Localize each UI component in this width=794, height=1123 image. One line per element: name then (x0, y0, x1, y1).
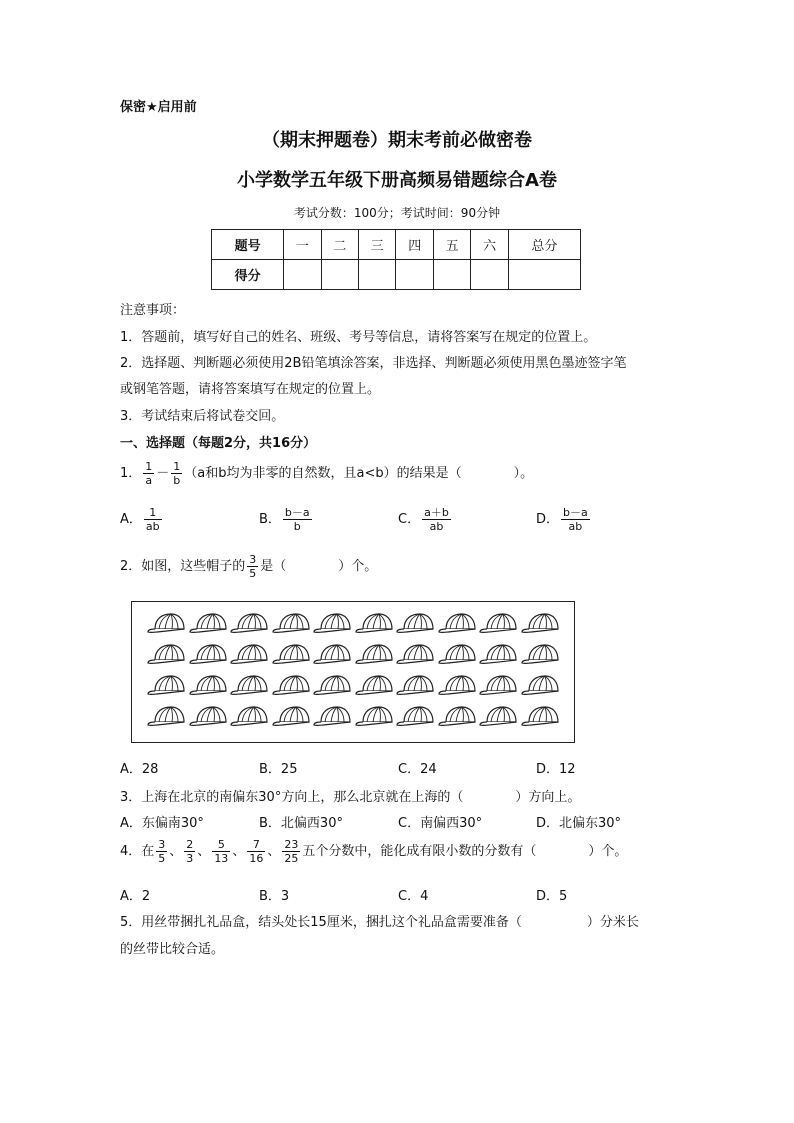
cap-icon (520, 642, 560, 670)
denominator: 16 (249, 852, 264, 865)
cap-icon (146, 642, 186, 670)
denominator: 3 (186, 852, 194, 865)
score-cell: 一 (284, 230, 321, 260)
denominator: b (173, 474, 181, 487)
exam-info: 考试分数：100分；考试时间：90分钟 (293, 206, 501, 220)
numerator: b－a (563, 506, 588, 519)
option-label: A． (120, 512, 142, 527)
question-5-line2: 的丝带比较合适。 (120, 942, 225, 957)
option-a[interactable]: A．东偏南30° (120, 816, 204, 831)
fraction (156, 838, 167, 865)
question-5-line1: 5．用丝带捆扎礼品盒，结头处长15厘米，捆扎这个礼品盒需要准备（ ）分米长 (120, 915, 639, 930)
cap-icon (146, 673, 186, 701)
cap-icon (520, 704, 560, 732)
score-table (211, 229, 581, 290)
option-b[interactable] (259, 506, 314, 533)
score-input-cell[interactable] (396, 260, 433, 290)
note-1: 1．答题前，填写好自己的姓名、班级、考号等信息，请将答案写在规定的位置上。 (120, 330, 597, 345)
question-text: 五个分数中，能化成有限小数的分数有（ ）个。 (302, 844, 628, 859)
question-text: 4．在 (120, 844, 155, 859)
denominator: 5 (158, 852, 166, 865)
cap-icon (312, 673, 352, 701)
cap-icon (312, 642, 352, 670)
numerator: 1 (173, 460, 181, 473)
cap-icon (188, 673, 228, 701)
exam-title: （期末押题卷）期末考前必做密卷 (262, 130, 532, 151)
cap-icon (478, 642, 518, 670)
question-text: （a和b均为非零的自然数，且a<b）的结果是（ ）。 (184, 466, 534, 481)
option-a[interactable]: A．2 (120, 889, 151, 904)
score-input-cell[interactable] (508, 260, 580, 290)
cap-icon (229, 704, 269, 732)
cap-icon (395, 704, 435, 732)
numerator: 5 (212, 838, 230, 852)
fraction (422, 506, 451, 533)
option-d[interactable]: D．北偏东30° (536, 816, 622, 831)
option-a[interactable] (120, 506, 164, 533)
cap-icon (520, 611, 560, 639)
cap-icon (146, 611, 186, 639)
fraction (282, 838, 300, 865)
exam-subtitle: 小学数学五年级下册高频易错题综合A卷 (237, 170, 557, 191)
fraction (283, 506, 312, 533)
denominator: 5 (249, 567, 257, 580)
score-cell: 五 (433, 230, 470, 260)
numerator: 1 (144, 506, 162, 520)
question-4 (120, 838, 627, 865)
cap-icon (478, 704, 518, 732)
note-2b: 或钢笔答题，请将答案填写在规定的位置上。 (120, 382, 381, 397)
denominator: ab (145, 520, 160, 533)
score-input-cell[interactable] (471, 260, 508, 290)
option-c[interactable] (398, 506, 453, 533)
score-table-header-row (212, 230, 581, 260)
score-cell: 总分 (508, 230, 580, 260)
cap-icon (437, 642, 477, 670)
option-label: B． (259, 512, 281, 527)
denominator: ab (568, 520, 583, 533)
option-b[interactable]: B．25 (259, 762, 298, 777)
option-d[interactable]: D．5 (536, 889, 568, 904)
cap-icon (437, 611, 477, 639)
cap-icon (437, 704, 477, 732)
cap-icon (478, 611, 518, 639)
fraction (247, 838, 265, 865)
score-cell: 四 (396, 230, 433, 260)
section-heading: 一、选择题（每题2分，共16分） (120, 436, 317, 451)
numerator: a＋b (424, 506, 449, 519)
cap-icon (229, 642, 269, 670)
cap-icon (229, 673, 269, 701)
option-b[interactable]: B．3 (259, 889, 290, 904)
cap-icon (354, 704, 394, 732)
option-d[interactable]: D．12 (536, 762, 576, 777)
question-number: 1． (120, 466, 142, 481)
cap-icon (395, 673, 435, 701)
cap-icon (271, 704, 311, 732)
cap-icon (271, 642, 311, 670)
numerator: b－a (284, 506, 310, 519)
cap-icon (312, 704, 352, 732)
cap-icon (188, 642, 228, 670)
score-input-cell[interactable] (433, 260, 470, 290)
denominator: 13 (214, 852, 229, 865)
score-cell: 得分 (212, 260, 284, 290)
denominator: b (293, 520, 301, 533)
option-c[interactable]: C．24 (398, 762, 437, 777)
question-3: 3．上海在北京的南偏东30°方向上，那么北京就在上海的（ ）方向上。 (120, 790, 581, 805)
score-input-cell[interactable] (284, 260, 321, 290)
cap-icon (354, 611, 394, 639)
denominator: a (145, 474, 153, 487)
separator: 、 (232, 844, 246, 859)
numerator: 23 (284, 838, 299, 851)
note-3: 3．考试结束后将试卷交回。 (120, 409, 285, 424)
fraction (143, 460, 154, 487)
option-label: C． (398, 512, 421, 527)
cap-icon (437, 673, 477, 701)
caps-figure (131, 601, 575, 743)
score-cell: 六 (471, 230, 508, 260)
cap-icon (395, 611, 435, 639)
cap-icon (188, 704, 228, 732)
score-cell: 二 (321, 230, 358, 260)
secret-label: 保密★启用前 (120, 100, 197, 115)
score-cell: 题号 (212, 230, 284, 260)
denominator: ab (429, 520, 444, 533)
cap-icon (354, 673, 394, 701)
question-2 (120, 553, 377, 580)
fraction (144, 506, 162, 533)
fraction (561, 506, 590, 533)
fraction (212, 838, 230, 865)
denominator: 25 (284, 852, 299, 865)
question-text: 是（ ）个。 (260, 559, 378, 574)
option-c[interactable]: C．4 (398, 889, 429, 904)
option-b[interactable]: B．北偏西30° (259, 816, 343, 831)
option-label: D． (536, 512, 560, 527)
numerator: 1 (145, 460, 153, 473)
cap-icon (395, 642, 435, 670)
numerator: 3 (249, 553, 257, 566)
option-a[interactable]: A．28 (120, 762, 159, 777)
fraction (247, 553, 258, 580)
question-text: 2．如图，这些帽子的 (120, 559, 246, 574)
cap-icon (229, 611, 269, 639)
cap-icon (188, 611, 228, 639)
cap-icon (146, 704, 186, 732)
fraction (184, 838, 195, 865)
numerator: 7 (247, 838, 265, 852)
option-c[interactable]: C．南偏西30° (398, 816, 483, 831)
note-2a: 2．选择题、判断题必须使用2B铅笔填涂答案，非选择、判断题必须使用黑色墨迹签字笔 (120, 356, 627, 371)
cap-icon (271, 673, 311, 701)
cap-icon (478, 673, 518, 701)
cap-icon (354, 642, 394, 670)
separator: 、 (267, 844, 281, 859)
option-d[interactable] (536, 506, 592, 533)
score-input-cell[interactable] (321, 260, 358, 290)
notes-heading: 注意事项： (120, 303, 186, 318)
numerator: 3 (158, 838, 166, 851)
cap-icon (271, 611, 311, 639)
cap-icon (520, 673, 560, 701)
score-cell: 三 (359, 230, 396, 260)
separator: 、 (169, 844, 183, 859)
score-input-cell[interactable] (359, 260, 396, 290)
question-1 (120, 460, 533, 487)
numerator: 2 (186, 838, 194, 851)
fraction (171, 460, 182, 487)
minus-sign: － (156, 466, 170, 481)
cap-icon (312, 611, 352, 639)
score-table-score-row (212, 260, 581, 290)
separator: 、 (197, 844, 211, 859)
